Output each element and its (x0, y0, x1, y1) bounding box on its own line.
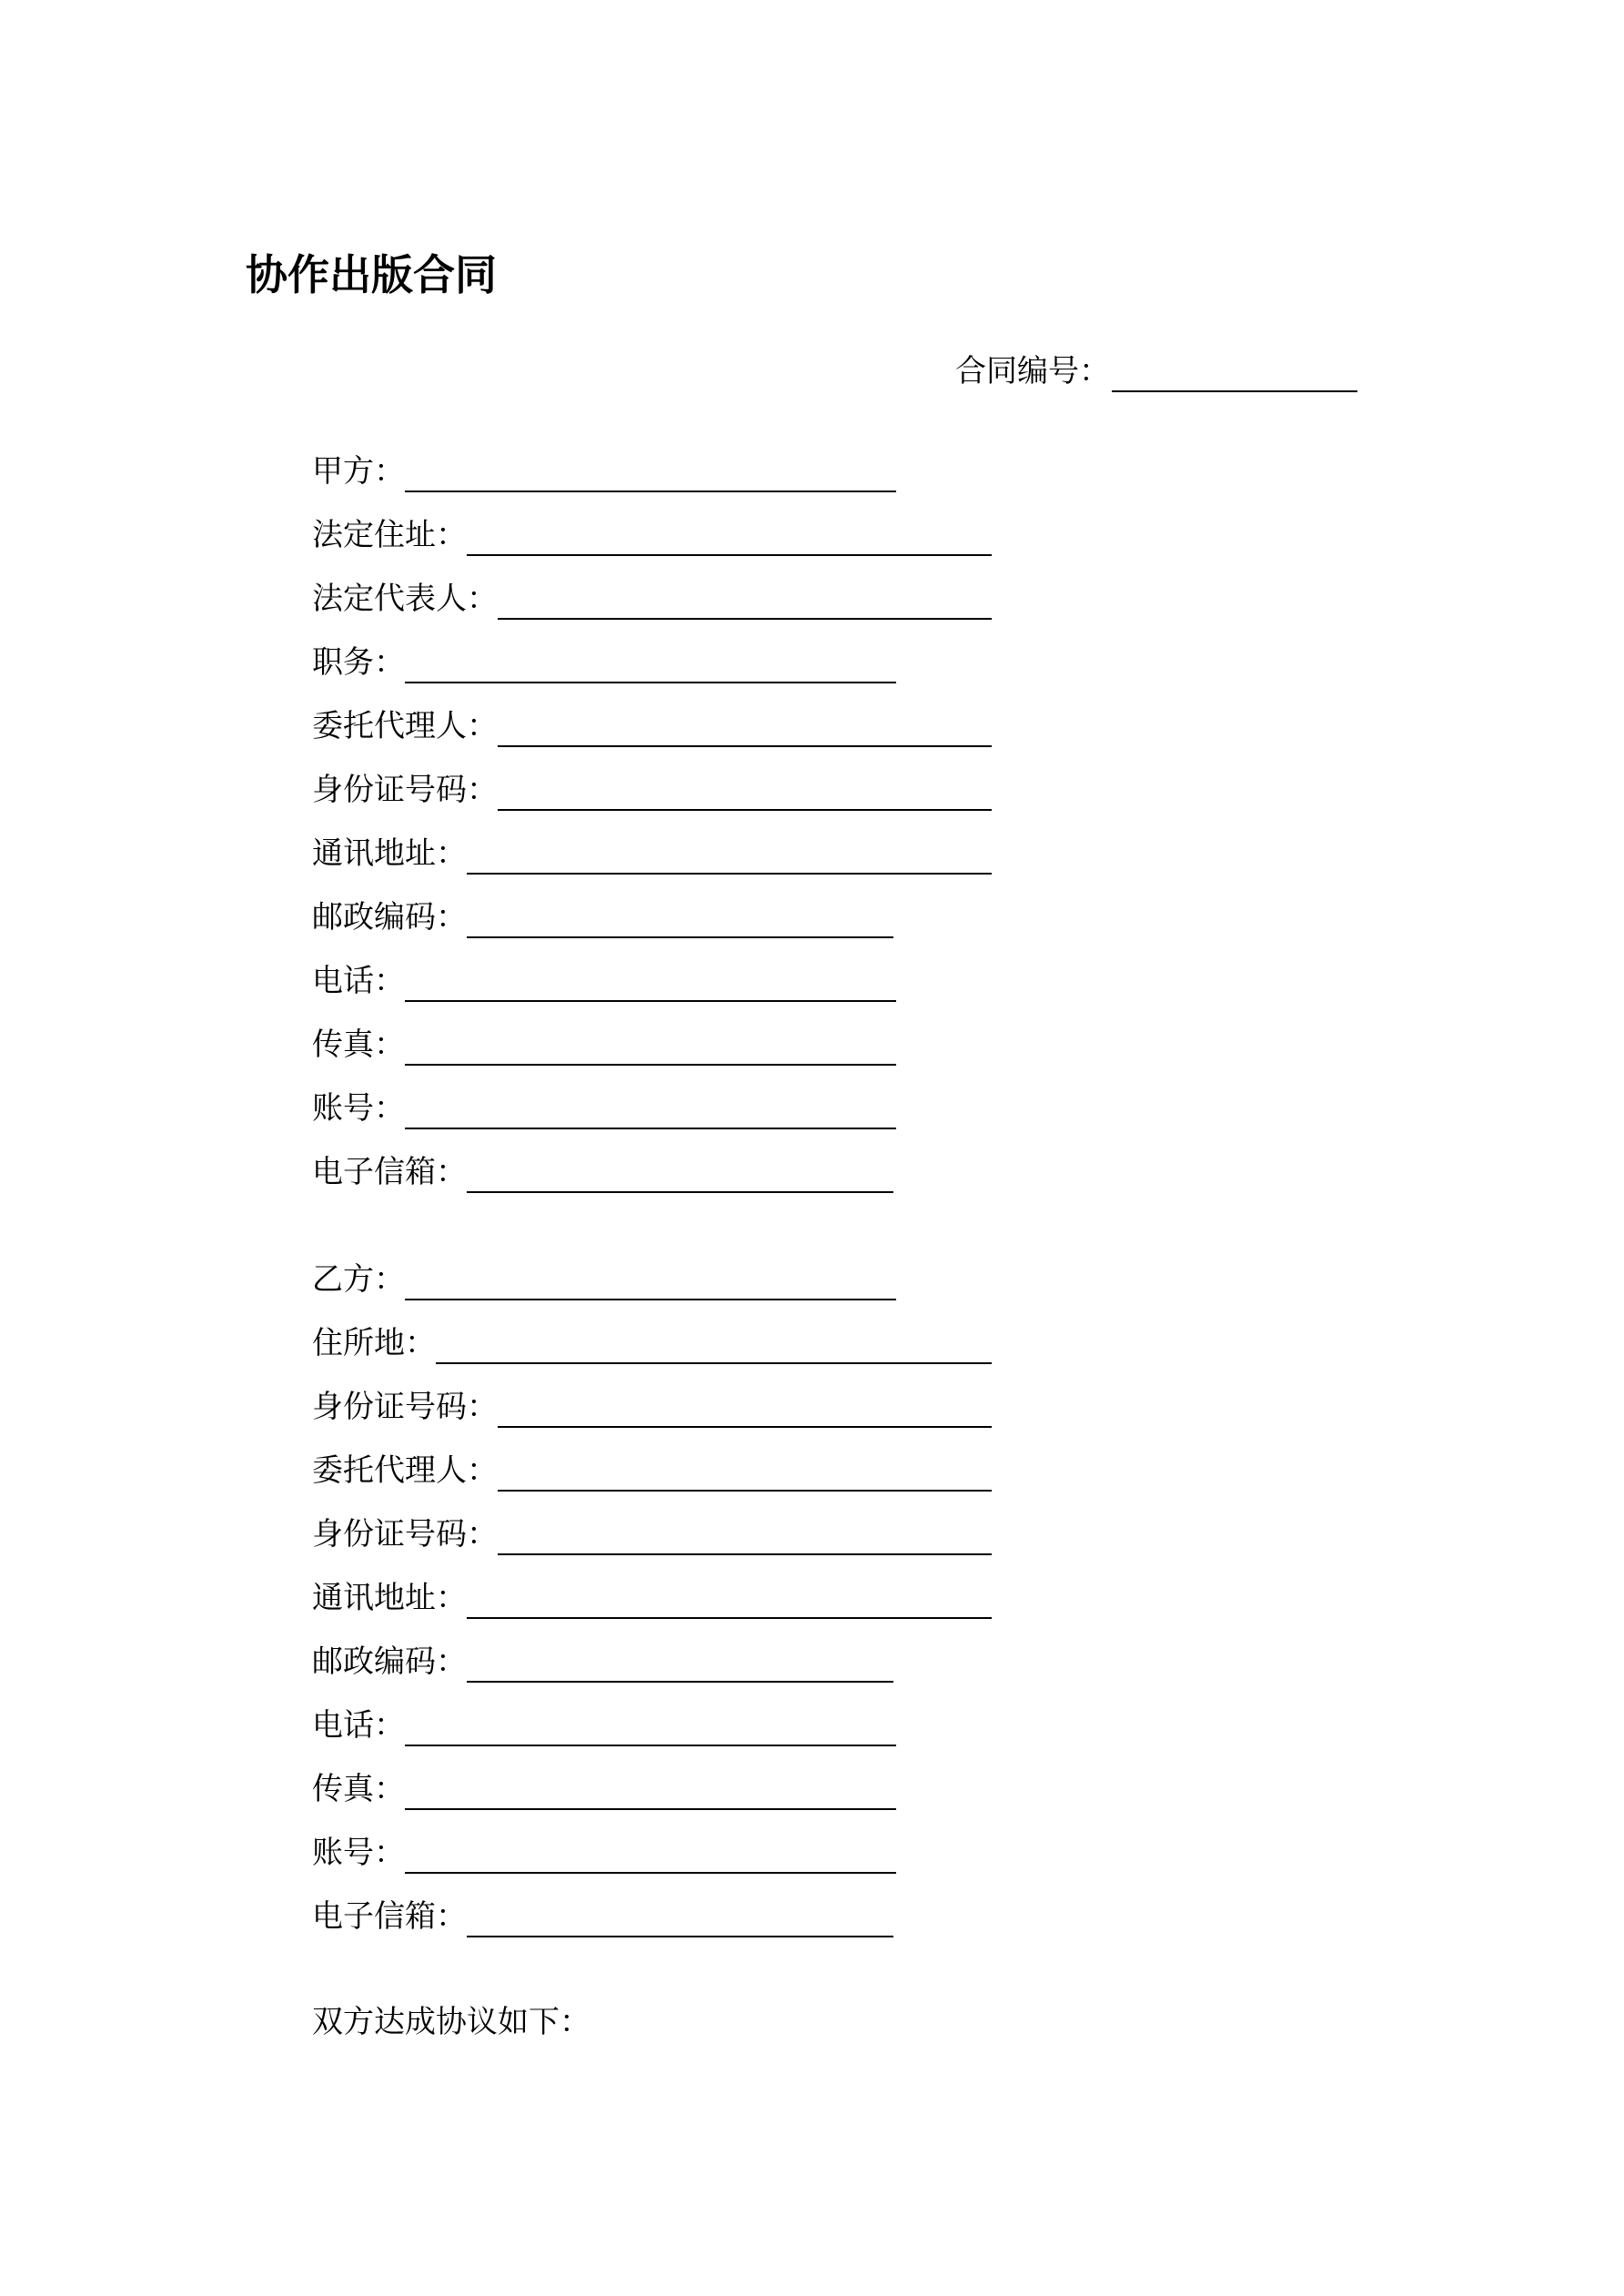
party-a-field (312, 769, 992, 811)
field-label: 电子信箱： (312, 1154, 467, 1190)
field-blank[interactable] (405, 1836, 896, 1874)
field-label: 通讯地址： (312, 835, 467, 872)
field-blank[interactable] (498, 1390, 992, 1428)
party-a-field (312, 705, 992, 747)
field-blank[interactable] (405, 454, 896, 492)
field-label: 传真： (312, 1027, 405, 1063)
field-blank[interactable] (467, 1155, 893, 1193)
field-blank[interactable] (405, 1027, 896, 1066)
party-a-field (312, 450, 896, 492)
field-label: 住所地： (312, 1325, 436, 1361)
field-blank[interactable] (467, 900, 893, 938)
field-blank[interactable] (467, 518, 992, 556)
party-a-field (312, 514, 992, 556)
closing-statement: 双方达成协议如下： (312, 2004, 590, 2040)
field-label: 通讯地址： (312, 1580, 467, 1616)
party-a-field (312, 960, 896, 1002)
field-label: 职务： (312, 644, 405, 681)
document-title: 协作出版合同 (246, 250, 497, 299)
field-blank[interactable] (436, 1326, 992, 1364)
field-label: 身份证号码： (312, 1389, 498, 1425)
field-label: 法定代表人： (312, 581, 498, 617)
field-label: 账号： (312, 1090, 405, 1127)
party-a-field (312, 1087, 896, 1129)
party-b-field (312, 1450, 992, 1492)
field-label: 电话： (312, 1707, 405, 1744)
party-b-field (312, 1641, 893, 1683)
field-label: 账号： (312, 1835, 405, 1871)
field-blank[interactable] (467, 1581, 992, 1619)
field-blank[interactable] (467, 836, 992, 875)
party-a-field (312, 1024, 896, 1066)
party-b-field (312, 1513, 992, 1555)
contract-number-blank[interactable] (1112, 354, 1357, 392)
party-a-field (312, 642, 896, 683)
contract-number-label: 合同编号： (955, 353, 1110, 389)
field-label: 邮政编码： (312, 1644, 467, 1680)
field-label: 甲方： (312, 453, 405, 490)
field-label: 身份证号码： (312, 772, 498, 808)
field-label: 身份证号码： (312, 1516, 498, 1553)
field-blank[interactable] (405, 1262, 896, 1300)
field-label: 电话： (312, 963, 405, 999)
party-b-field (312, 1386, 992, 1428)
party-b-field (312, 1896, 893, 1937)
field-blank[interactable] (405, 1772, 896, 1810)
field-blank[interactable] (498, 582, 992, 620)
field-blank[interactable] (498, 1517, 992, 1555)
party-a-field (312, 578, 992, 620)
party-a-field (312, 833, 992, 875)
field-blank[interactable] (405, 964, 896, 1002)
field-blank[interactable] (498, 1453, 992, 1492)
party-b-field (312, 1322, 992, 1364)
field-blank[interactable] (498, 773, 992, 811)
field-blank[interactable] (405, 1091, 896, 1129)
party-b-field (312, 1259, 896, 1300)
field-label: 邮政编码： (312, 899, 467, 936)
field-label: 法定住址： (312, 517, 467, 553)
party-b-field (312, 1768, 896, 1810)
party-b-field (312, 1704, 896, 1746)
field-label: 委托代理人： (312, 1452, 498, 1489)
field-blank[interactable] (467, 1644, 893, 1683)
party-a-field (312, 896, 893, 938)
field-blank[interactable] (498, 709, 992, 747)
field-blank[interactable] (405, 1708, 896, 1746)
field-label: 电子信箱： (312, 1898, 467, 1935)
party-b-field (312, 1577, 992, 1619)
party-b-field (312, 1832, 896, 1874)
contract-number-row (955, 350, 1357, 392)
field-label: 委托代理人： (312, 708, 498, 744)
party-a-field (312, 1151, 893, 1193)
field-blank[interactable] (405, 645, 896, 683)
field-label: 乙方： (312, 1261, 405, 1298)
field-blank[interactable] (467, 1899, 893, 1937)
field-label: 传真： (312, 1771, 405, 1807)
